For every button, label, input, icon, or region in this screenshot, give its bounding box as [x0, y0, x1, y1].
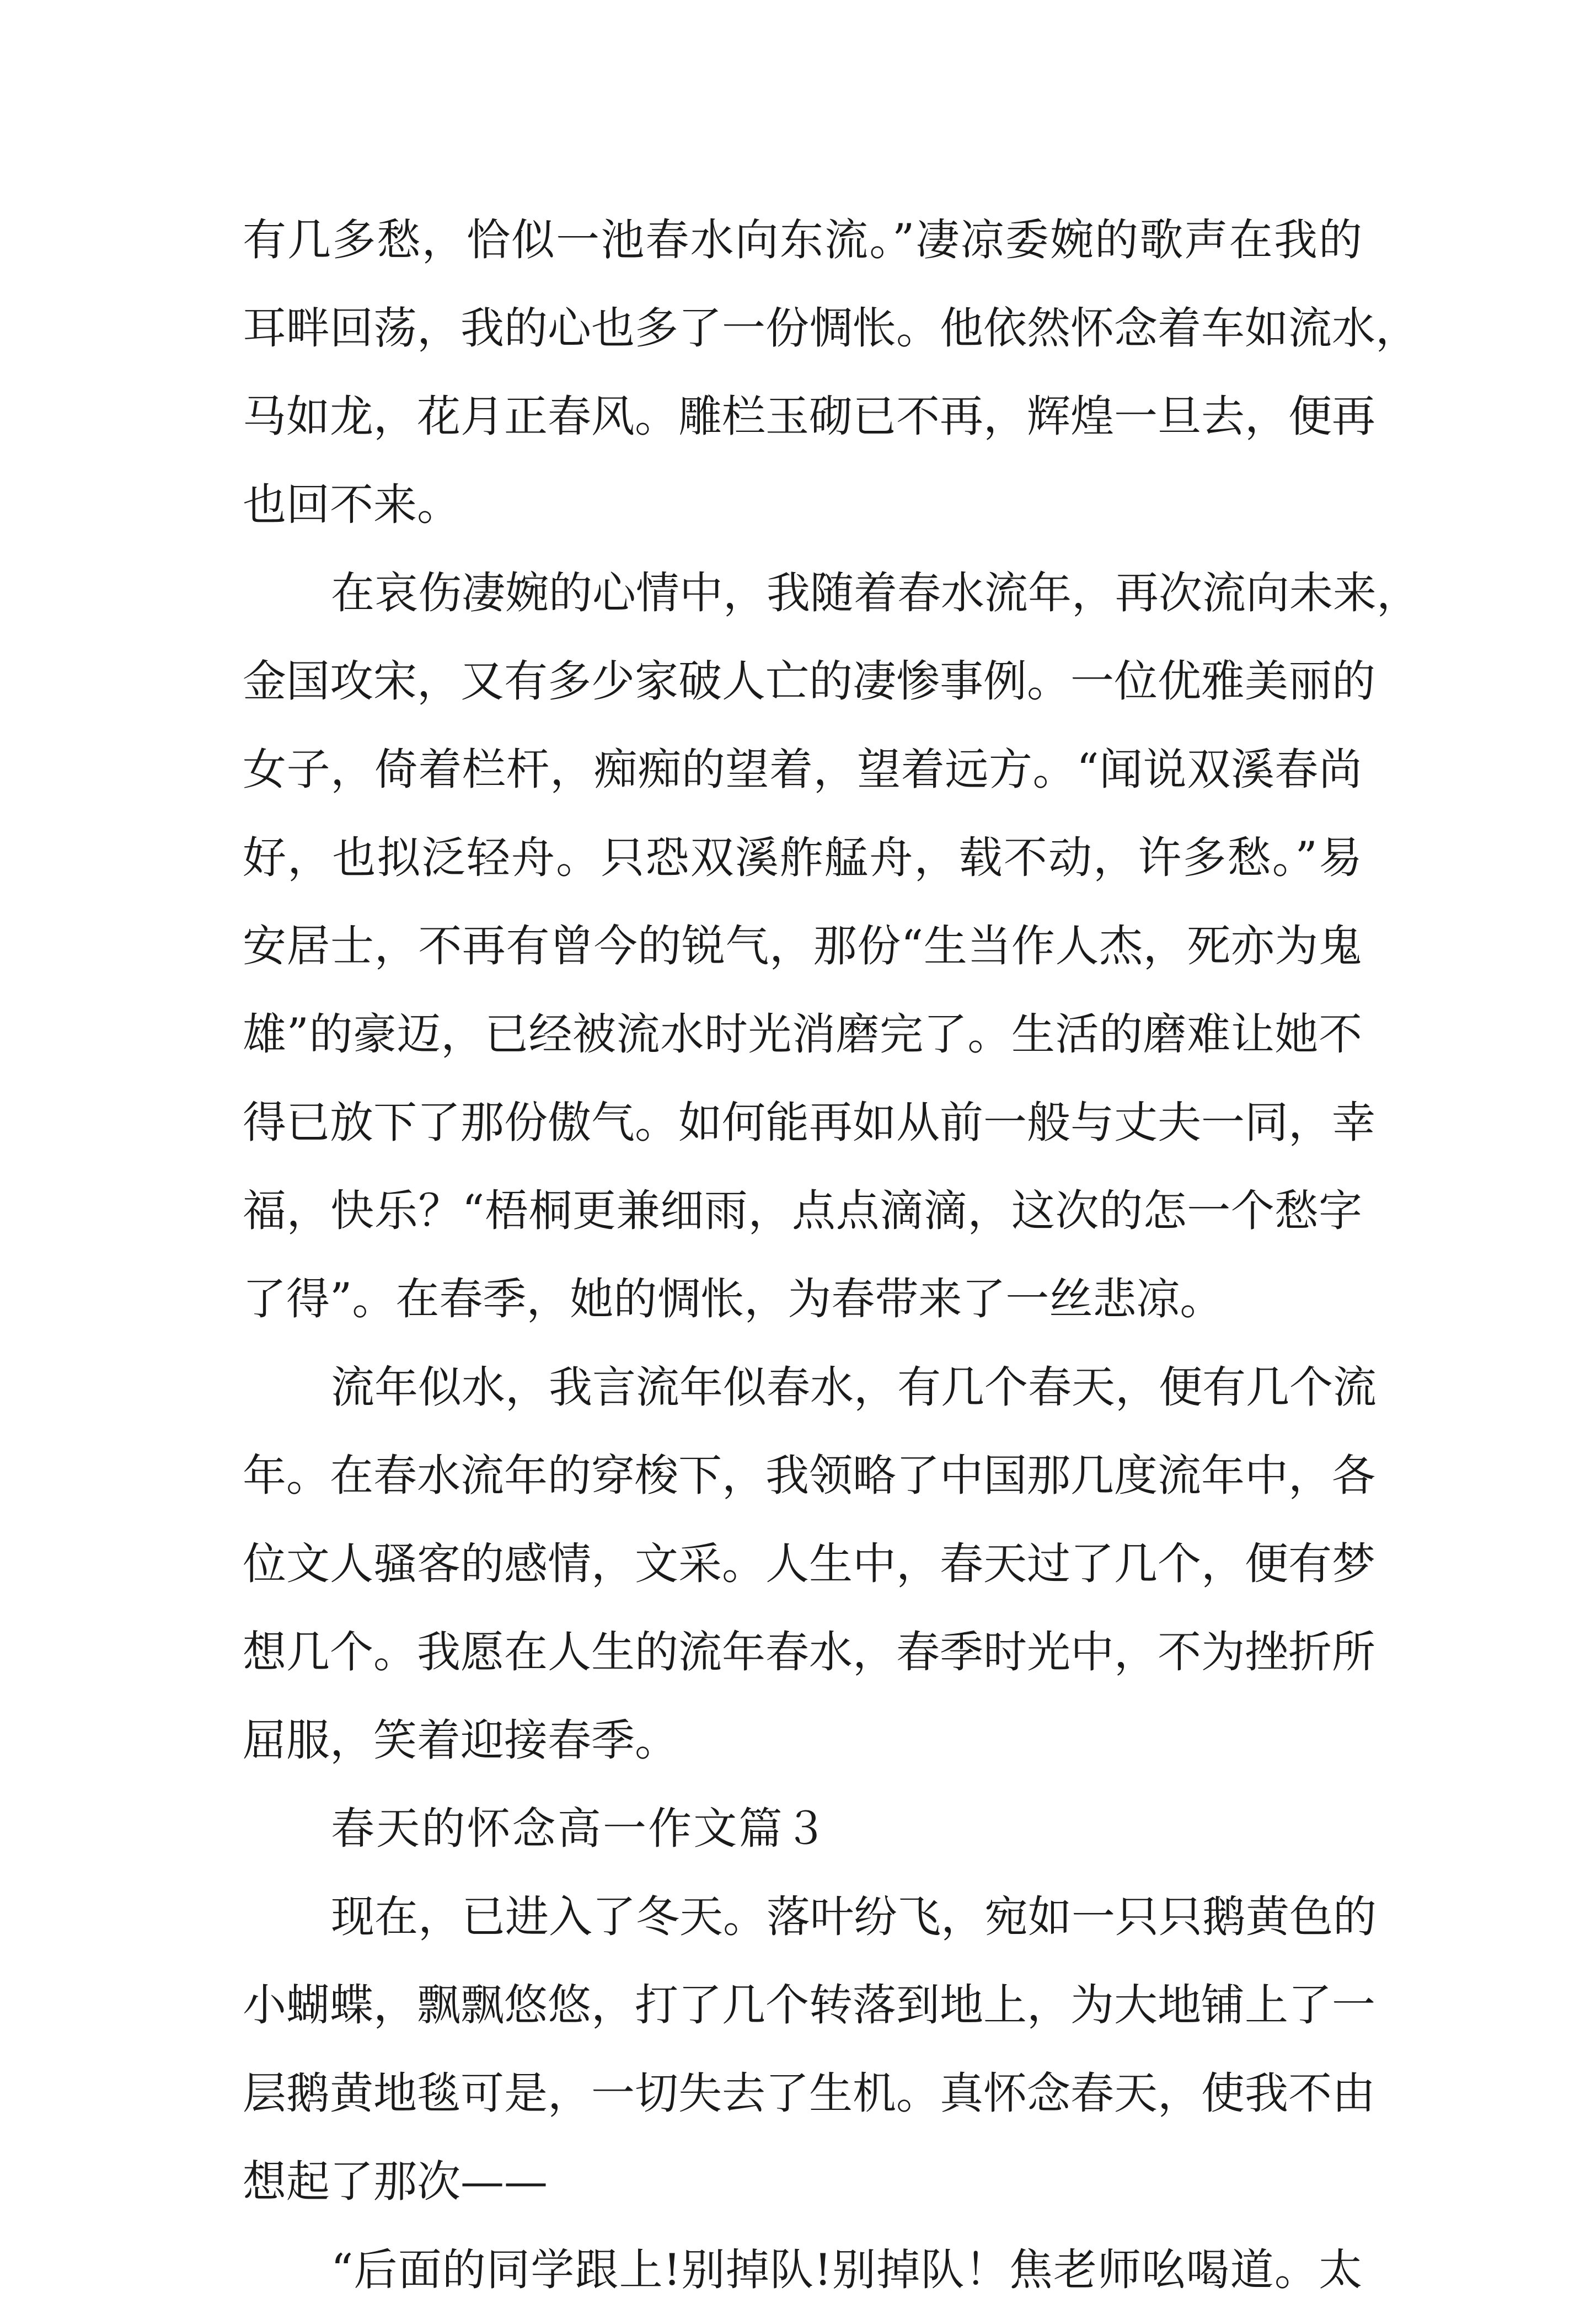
text-line: 年。在春水流年的穿梭下，我领略了中国那几度流年中，各: [243, 1450, 1375, 1501]
text-line: 福，快乐？“梧桐更兼细雨，点点滴滴，这次的怎一个愁字: [243, 1185, 1362, 1236]
text-line: 也回不来。: [243, 479, 460, 530]
paragraph-first-line: 现在，已进入了冬天。落叶纷飞，宛如一只只鹅黄色的: [331, 1891, 1377, 1942]
text-line: 了得”。在春季，她的惆怅，为春带来了一丝悲凉。: [243, 1274, 1224, 1324]
text-line: 小蝴蝶，飘飘悠悠，打了几个转落到地上，为大地铺上了一: [243, 1980, 1375, 2030]
text-line: 马如龙，花月正春风。雕栏玉砌已不再，辉煌一旦去，便再: [243, 391, 1375, 442]
text-line: 雄”的豪迈，已经被流水时光消磨完了。生活的磨难让她不: [243, 1009, 1362, 1060]
text-line: 金国攻宋，又有多少家破人亡的凄惨事例。一位优雅美丽的: [243, 656, 1375, 707]
text-line: 安居士，不再有曾今的锐气，那份“生当作人杰，死亦为鬼: [243, 921, 1362, 971]
text-line: 有几多愁，恰似一池春水向东流。”凄凉委婉的歌声在我的: [243, 215, 1362, 265]
text-line: 屈服，笑着迎接春季。: [243, 1715, 678, 1766]
text-line: 耳畔回荡，我的心也多了一份惆怅。他依然怀念着车如流水，: [243, 303, 1419, 354]
section-heading: 春天的怀念高一作文篇３: [331, 1803, 829, 1854]
paragraph-first-line: “后面的同学跟上!别掉队!别掉队！焦老师吆喝道。太: [331, 2244, 1362, 2295]
text-line: 想起了那次——: [243, 2156, 548, 2207]
text-line: 想几个。我愿在人生的流年春水，春季时光中，不为挫折所: [243, 1627, 1375, 1677]
paragraph-first-line: 在哀伤凄婉的心情中，我随着春水流年，再次流向未来，: [331, 568, 1420, 618]
text-line: 层鹅黄地毯可是，一切失去了生机。真怀念春天，使我不由: [243, 2068, 1375, 2119]
paragraph-first-line: 流年似水，我言流年似春水，有几个春天，便有几个流: [331, 1362, 1377, 1413]
text-line: 得已放下了那份傲气。如何能再如从前一般与丈夫一同，幸: [243, 1097, 1375, 1148]
text-line: 女子，倚着栏杆，痴痴的望着，望着远方。“闻说双溪春尚: [243, 744, 1362, 795]
text-line: 好，也拟泛轻舟。只恐双溪舴艋舟，载不动，许多愁。”易: [243, 832, 1362, 883]
text-column: [243, 196, 1420, 2314]
text-line: 位文人骚客的感情，文采。人生中，春天过了几个，便有梦: [243, 1538, 1375, 1589]
